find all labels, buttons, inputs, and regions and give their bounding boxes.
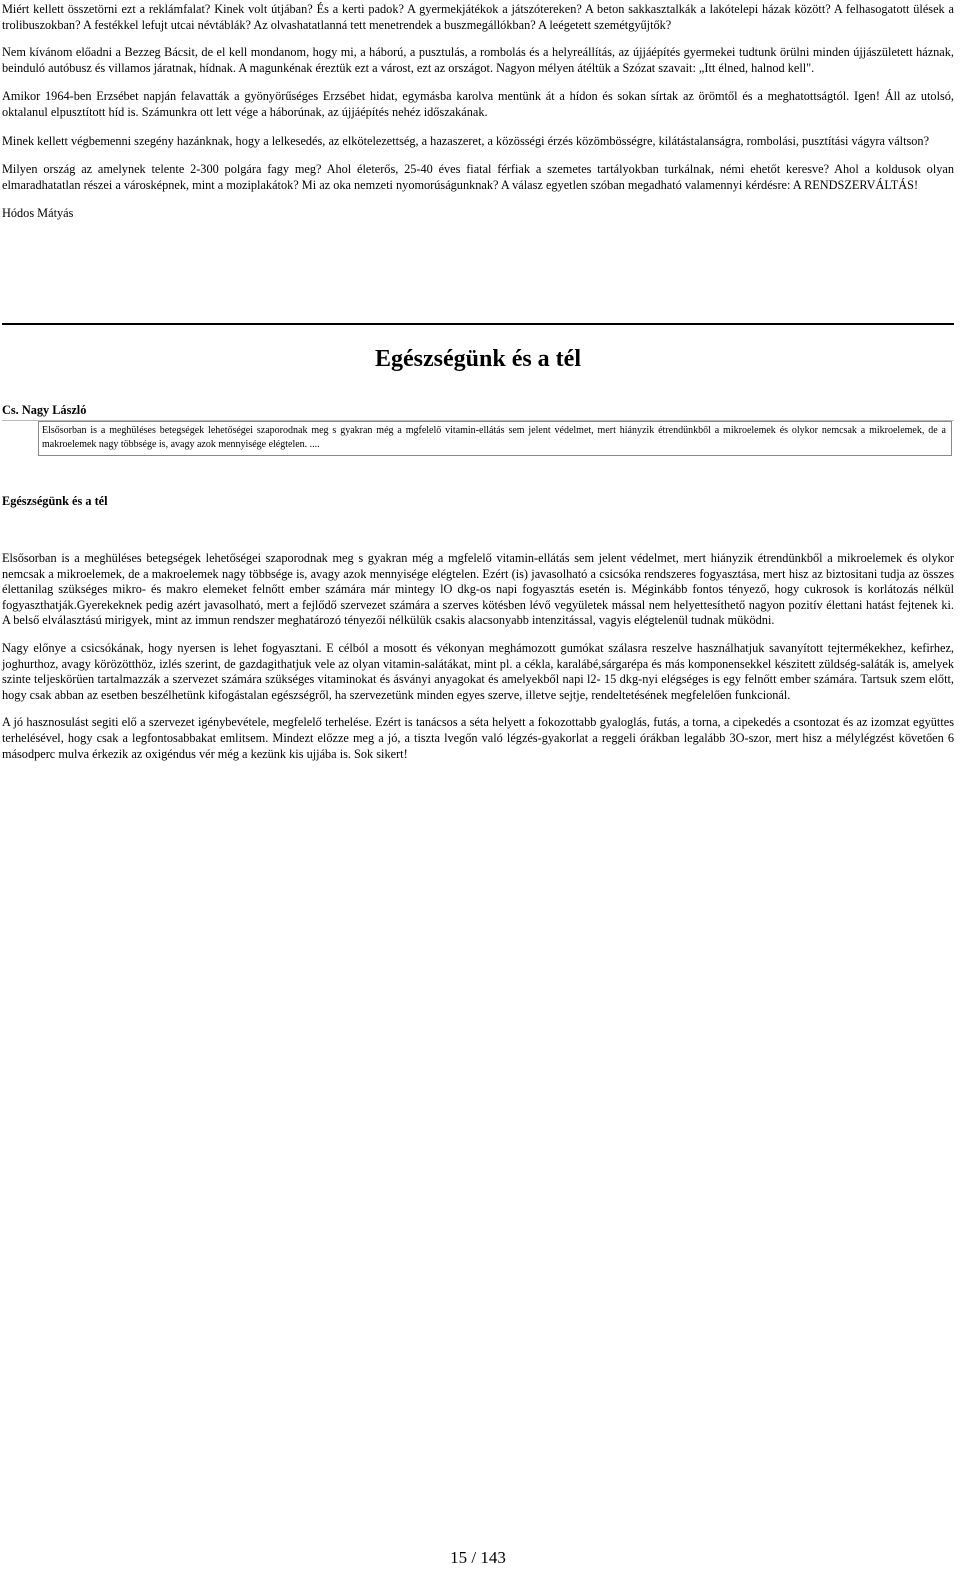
intro-paragraph: Milyen ország az amelynek telente 2-300 polgára fagy meg? Ahol életerős, 25-40 éves fiatal férfiak a szemetes tartályokban turkálnak, némi ehetőt keresve? Ahol a koldusok olyan elmaradhatatlan részei a városképnek, mint a moziplakátok? Mi az oka nemzeti nyomorúságunknak? A válasz egyetlen szóban megadható valamennyi kérdésre: A RENDSZERVÁLTÁS! (2, 162, 954, 192)
intro-paragraph: Minek kellett végbemenni szegény hazánknak, hogy a lelkesedés, az elkötelezettség, a hazaszeret, a közösségi érzés közömbösségre, kilátástalanságra, rombolási, pusztítási vágyra váltson? (2, 133, 930, 148)
article-abstract: Elsősorban is a meghüléses betegségek lehetőségei szaporodnak meg s gyakran még a mgfelelő vitamin-ellátás sem jelent védelmet, mert hiányzik étrendünkből a mikroelemek és olykor nemcsak a mikroelemek, de a makroelemek nagy többsége is, avagy azok mennyisége elégtelen. .... (38, 421, 952, 456)
article-body (2, 551, 954, 774)
intro-paragraph: Nem kívánom előadni a Bezzeg Bácsit, de el kell mondanom, hogy mi, a háború, a pusztulás, a rombolás és a helyreállítás, az újjáépítés gyermekei tudtunk örülni minden újjászületett háznak, beinduló autóbusz és villamos járatnak, hídnak. A magunkénak éreztük ezt a várost, ezt az országot. Nagyon mélyen átéltük a Szózat szavait: „Itt élned, halnod kell". (2, 45, 954, 75)
section-divider (2, 323, 954, 325)
body-paragraph: Elsősorban is a meghüléses betegségek lehetőségei szaporodnak meg s gyakran még a mgfelelő vitamin-ellátás sem jelent védelmet, mert hiányzik étrendünkből a mikroelemek és olykor nemcsak a mikroelemek, de a makroelemek nagy többsége is, avagy azok mennyisége elégtelen. Ezért (is) javasolható a csicsóka rendszeres fogyasztása, mert hisz az biztositani tudja az összes élettanilag szükséges mikro- és makro elemeket felnőtt ember számára már mintegy lO dkg-os napi fogyasztás esetén is. Méginkább fontos tényező, hogy cukrosok is korlátozás nélkül fogyaszthatják.Gyerekeknek pedig azért javasolható, mert a fejlődő szervezet számára a szerves kötésben lévő vegyületek mással nem helyettesíthető nagyon pozitív élettani hatást fejtenek ki. A belső elválasztású mirigyek, mint az immun rendszer meghatározó tényezői nélkülük csakis alacsonyabb intenzitással, vagyis elégtelenül tudnak müködni. (2, 551, 954, 628)
body-paragraph: A jó hasznosulást segiti elő a szervezet igénybevétele, megfelelő terhelése. Ezért is tanácsos a séta helyett a fokozottabb gyaloglás, futás, a torna, a cipekedés a csontozat és az izomzat együttes terhelésével, hogy csak a legfontosabbakat emlitsem. Mindezt előzze meg a jó, a tiszta lvegőn való légzés-gyakorlat a reggeli órákban legalább 3O-szor, mert hisz a mélylégzést követően 6 másodperc mulva érkezik az oxigéndus vér még a kezünk kis ujjába is. Sok sikert! (2, 715, 954, 761)
article-byline: Cs. Nagy László (2, 403, 954, 421)
intro-author: Hódos Mátyás (2, 206, 74, 221)
page-number: 15 / 143 (450, 1548, 506, 1567)
intro-section (2, 2, 954, 222)
article-title: Egészségünk és a tél (375, 346, 581, 372)
body-paragraph: Nagy előnye a csicsókának, hogy nyersen is lehet fogyasztani. E célból a mosott és vékonyan meghámozott gumókat szálasra reszelve használhatjuk savanyított tejtermékekhez, kefirhez, joghurthoz, avagy körözötthöz, izlés szerint, de gazdagithatjuk vele az olyan vitamin-salátákat, mint pl. a cékla, karalábé,sárgarépa és más komponensekkel készitett züldség-saláták is, amelyek szinte teljeskörüen tartalmazzák a szervezet számára szükséges vitaminokat és ásványi anyagokat és amelyekből napi l2- 15 dkg-nyi elégséges is egy felnőtt ember számára. Tartsuk szem előtt, hogy csak abban az esetben beszélhetünk kifogástalan egészségről, ha szervezetünk minden egyes szerve, illetve sejtje, rendeltetésének megfelelően funkcionál. (2, 640, 954, 702)
article-body-title: Egészségünk és a tél (2, 494, 108, 508)
intro-paragraph: Miért kellett összetörni ezt a reklámfalat? Kinek volt útjában? És a kerti padok? A gyermekjátékok a játszótereken? A beton sakkasztalkák a lakótelepi házak között? A felhasogatott ülések a trolibuszokban? A festékkel lefujt utcai névtáblák? Az olvashatatlanná tett menetrendek a buszmegállókban? A leégetett szemétgyűjtők? (2, 2, 954, 32)
intro-paragraph: Amikor 1964-ben Erzsébet napján felavatták a gyönyörűséges Erzsébet hidat, egymásba karolva mentünk át a hídon és sokan sírtak az örömtől és a meghatottságtól. Igen! Áll az utolsó, oktalanul elpusztított híd is. Számunkra ott lett vége a háborúnak, az újjáépítés nehéz időszakának. (2, 89, 954, 119)
